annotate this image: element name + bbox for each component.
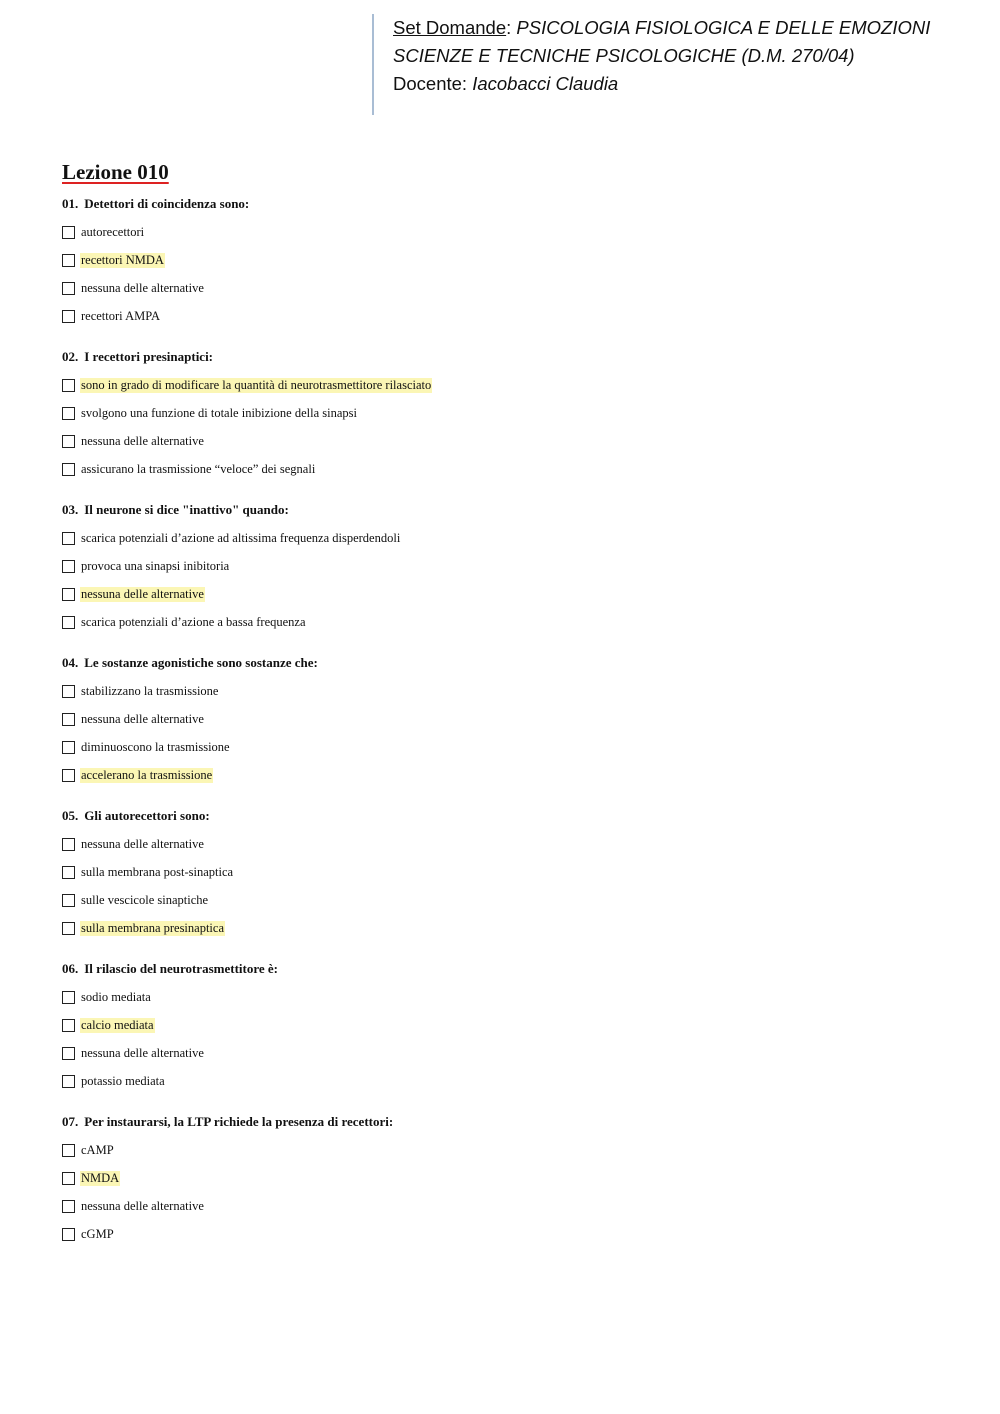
- answer-text: svolgono una funzione di totale inibizione della sinapsi: [81, 405, 357, 420]
- question-text: I recettori presinaptici:: [84, 349, 214, 364]
- answer-text: stabilizzano la trasmissione: [81, 683, 219, 698]
- answer-checkbox[interactable]: [62, 991, 75, 1004]
- answer-checkbox[interactable]: [62, 713, 75, 726]
- answer-checkbox[interactable]: [62, 922, 75, 935]
- degree-name: SCIENZE E TECNICHE PSICOLOGICHE (D.M. 270/04): [393, 45, 855, 66]
- teacher-name: Iacobacci Claudia: [472, 73, 619, 94]
- question-heading: [62, 347, 962, 367]
- question-number: 07.: [62, 1114, 79, 1129]
- answer-checkbox[interactable]: [62, 1047, 75, 1060]
- answer-option: [62, 1136, 962, 1164]
- question-text: Detettori di coincidenza sono:: [84, 196, 250, 211]
- teacher-label: Docente:: [393, 73, 473, 94]
- answer-option: [62, 705, 962, 733]
- question-number: 05.: [62, 808, 79, 823]
- answer-checkbox[interactable]: [62, 254, 75, 267]
- question-text: Il rilascio del neurotrasmettitore è:: [84, 961, 278, 976]
- answer-checkbox[interactable]: [62, 463, 75, 476]
- answer-checkbox[interactable]: [62, 1019, 75, 1032]
- answer-checkbox[interactable]: [62, 741, 75, 754]
- set-label: Set Domande: [393, 17, 507, 38]
- question-item: [62, 500, 962, 636]
- answer-text: provoca una sinapsi inibitoria: [81, 558, 230, 573]
- question-number: 02.: [62, 349, 79, 364]
- question-heading: [62, 806, 962, 826]
- answer-option: [62, 455, 962, 483]
- correct-answer-text: calcio mediata: [81, 1017, 154, 1032]
- answer-option: [62, 399, 962, 427]
- answer-checkbox[interactable]: [62, 1200, 75, 1213]
- answer-checkbox[interactable]: [62, 588, 75, 601]
- answer-checkbox[interactable]: [62, 310, 75, 323]
- answer-text: nessuna delle alternative: [81, 1045, 204, 1060]
- answer-checkbox[interactable]: [62, 1228, 75, 1241]
- answer-text: nessuna delle alternative: [81, 1198, 204, 1213]
- answer-option: [62, 608, 962, 636]
- answer-option: [62, 552, 962, 580]
- answer-option: [62, 218, 962, 246]
- answer-option: [62, 914, 962, 942]
- answer-checkbox[interactable]: [62, 1172, 75, 1185]
- course-title: PSICOLOGIA FISIOLOGICA E DELLE EMOZIONI: [516, 17, 931, 38]
- lesson-title: Lezione 010: [62, 160, 169, 184]
- question-number: 03.: [62, 502, 79, 517]
- answer-option: [62, 580, 962, 608]
- answer-checkbox[interactable]: [62, 226, 75, 239]
- answer-checkbox[interactable]: [62, 560, 75, 573]
- question-number: 04.: [62, 655, 79, 670]
- answer-checkbox[interactable]: [62, 894, 75, 907]
- answer-checkbox[interactable]: [62, 282, 75, 295]
- answer-checkbox[interactable]: [62, 685, 75, 698]
- question-item: [62, 959, 962, 1095]
- answer-text: scarica potenziali d’azione a bassa frequenza: [81, 614, 306, 629]
- answer-checkbox[interactable]: [62, 866, 75, 879]
- correct-answer-text: sulla membrana presinaptica: [81, 920, 224, 935]
- question-item: [62, 806, 962, 942]
- question-heading: [62, 653, 962, 673]
- answer-option: [62, 830, 962, 858]
- answer-checkbox[interactable]: [62, 616, 75, 629]
- answer-option: [62, 1039, 962, 1067]
- correct-answer-text: nessuna delle alternative: [81, 586, 204, 601]
- question-text: Per instaurarsi, la LTP richiede la presenza di recettori:: [84, 1114, 394, 1129]
- question-item: [62, 194, 962, 330]
- question-item: [62, 347, 962, 483]
- question-list: [62, 194, 962, 1265]
- answer-text: nessuna delle alternative: [81, 280, 204, 295]
- answer-option: [62, 1011, 962, 1039]
- answer-option: [62, 1164, 962, 1192]
- set-colon: :: [506, 17, 512, 38]
- answer-text: diminuoscono la trasmissione: [81, 739, 230, 754]
- answer-option: [62, 858, 962, 886]
- question-heading: [62, 959, 962, 979]
- answer-option: [62, 1192, 962, 1220]
- correct-answer-text: NMDA: [81, 1170, 120, 1185]
- answer-text: assicurano la trasmissione “veloce” dei segnali: [81, 461, 316, 476]
- answer-checkbox[interactable]: [62, 379, 75, 392]
- answer-checkbox[interactable]: [62, 532, 75, 545]
- answer-text: nessuna delle alternative: [81, 836, 204, 851]
- question-number: 06.: [62, 961, 79, 976]
- answer-option: [62, 246, 962, 274]
- question-text: Il neurone si dice "inattivo" quando:: [84, 502, 289, 517]
- answer-option: [62, 274, 962, 302]
- answer-option: [62, 302, 962, 330]
- question-item: [62, 653, 962, 789]
- answer-text: autorecettori: [81, 224, 145, 239]
- answer-text: potassio mediata: [81, 1073, 165, 1088]
- answer-checkbox[interactable]: [62, 435, 75, 448]
- degree-line: [393, 42, 930, 70]
- correct-answer-text: sono in grado di modificare la quantità di neurotrasmettitore rilasciato: [81, 377, 432, 392]
- question-heading: [62, 500, 962, 520]
- answer-option: [62, 427, 962, 455]
- question-item: [62, 1112, 962, 1248]
- correct-answer-text: recettori NMDA: [81, 252, 164, 267]
- question-heading: [62, 194, 962, 214]
- answer-option: [62, 761, 962, 789]
- answer-option: [62, 1220, 962, 1248]
- answer-option: [62, 524, 962, 552]
- question-heading: [62, 1112, 962, 1132]
- answer-text: recettori AMPA: [81, 308, 161, 323]
- answer-text: nessuna delle alternative: [81, 433, 204, 448]
- answer-option: [62, 733, 962, 761]
- answer-text: scarica potenziali d’azione ad altissima frequenza disperdendoli: [81, 530, 401, 545]
- answer-option: [62, 886, 962, 914]
- question-text: Gli autorecettori sono:: [84, 808, 210, 823]
- question-number: 01.: [62, 196, 79, 211]
- answer-checkbox[interactable]: [62, 407, 75, 420]
- answer-option: [62, 983, 962, 1011]
- answer-checkbox[interactable]: [62, 838, 75, 851]
- answer-checkbox[interactable]: [62, 1075, 75, 1088]
- answer-text: sodio mediata: [81, 989, 151, 1004]
- course-line: [393, 14, 930, 42]
- document-header: [372, 14, 930, 115]
- teacher-line: [393, 70, 930, 98]
- answer-checkbox[interactable]: [62, 1144, 75, 1157]
- answer-text: cGMP: [81, 1226, 114, 1241]
- question-text: Le sostanze agonistiche sono sostanze che:: [84, 655, 318, 670]
- answer-option: [62, 371, 962, 399]
- answer-checkbox[interactable]: [62, 769, 75, 782]
- answer-text: nessuna delle alternative: [81, 711, 204, 726]
- correct-answer-text: accelerano la trasmissione: [81, 767, 213, 782]
- answer-text: sulla membrana post-sinaptica: [81, 864, 234, 879]
- answer-text: sulle vescicole sinaptiche: [81, 892, 209, 907]
- answer-option: [62, 1067, 962, 1095]
- answer-option: [62, 677, 962, 705]
- answer-text: cAMP: [81, 1142, 114, 1157]
